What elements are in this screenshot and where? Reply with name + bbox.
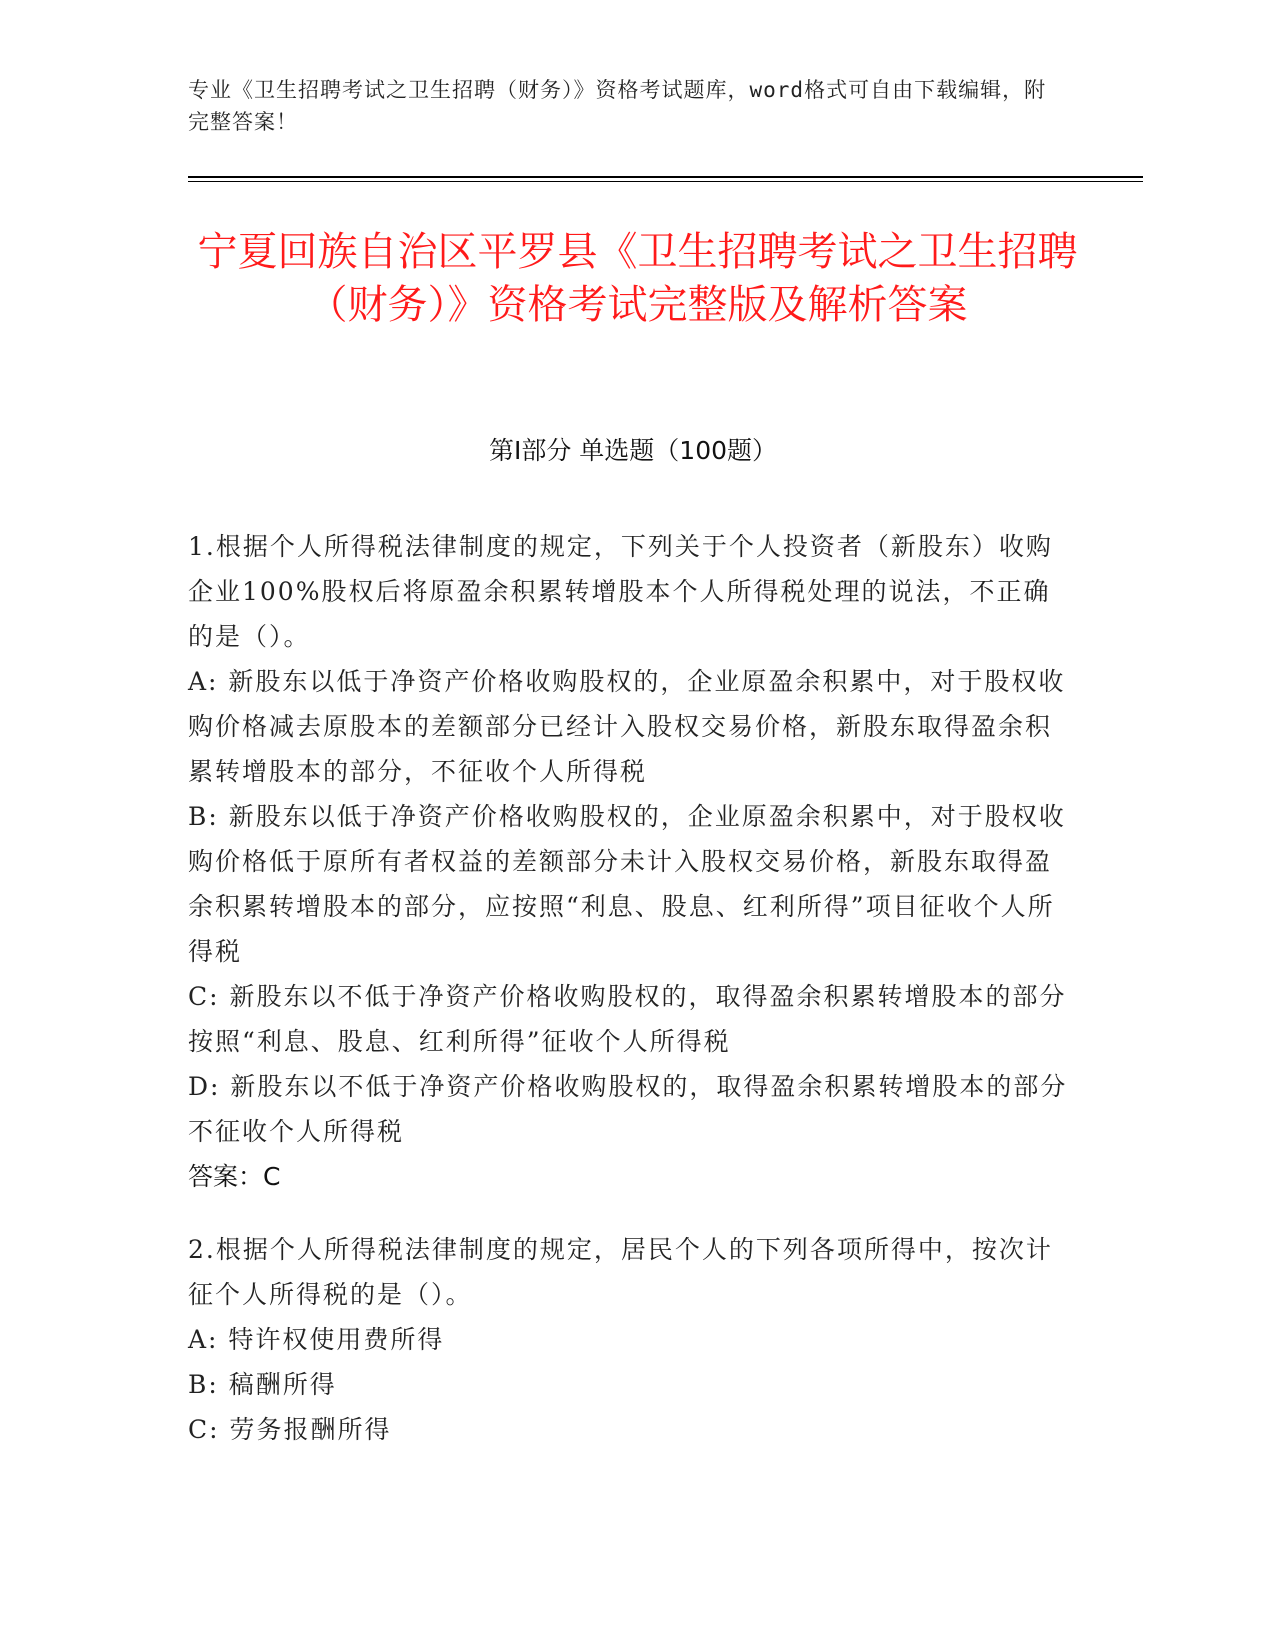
question-stem: 1.根据个人所得税法律制度的规定，下列关于个人投资者（新股东）收购企业100%股权后将原盈余积累转增股本个人所得税处理的说法，不正确的是（）。	[188, 532, 1053, 651]
option-b: B: 稿酬所得	[188, 1370, 337, 1399]
question-1	[188, 524, 1068, 1199]
option-a: A: 新股东以低于净资产价格收购股权的，企业原盈余积累中，对于股权收购价格减去原股本的差额部分已经计入股权交易价格，新股东取得盈余积累转增股本的部分，不征收个人所得税	[188, 667, 1066, 786]
option-b: B: 新股东以低于净资产价格收购股权的，企业原盈余积累中，对于股权收购价格低于原所有者权益的差额部分未计入股权交易价格，新股东取得盈余积累转增股本的部分，应按照“利息、股息、红利所得”项目征收个人所得税	[188, 802, 1066, 966]
option-c: C: 新股东以不低于净资产价格收购股权的，取得盈余积累转增股本的部分按照“利息、股息、红利所得”征收个人所得税	[188, 982, 1067, 1056]
header-divider-thin	[188, 181, 1143, 182]
option-c: C: 劳务报酬所得	[188, 1415, 392, 1444]
header-note: 专业《卫生招聘考试之卫生招聘（财务）》资格考试题库，word格式可自由下载编辑，附完整答案！	[188, 78, 1047, 134]
answer: 答案：C	[188, 1162, 281, 1191]
document-title: 宁夏回族自治区平罗县《卫生招聘考试之卫生招聘（财务）》资格考试完整版及解析答案	[197, 229, 1078, 328]
header-divider-thick	[188, 176, 1143, 178]
question-list	[188, 524, 1068, 1480]
question-stem: 2.根据个人所得税法律制度的规定，居民个人的下列各项所得中，按次计征个人所得税的是（）。	[188, 1235, 1053, 1309]
section-heading: 第Ⅰ部分 单选题（100题）	[488, 436, 778, 465]
question-2	[188, 1227, 1068, 1452]
option-a: A: 特许权使用费所得	[188, 1325, 445, 1354]
option-d: D: 新股东以不低于净资产价格收购股权的，取得盈余积累转增股本的部分不征收个人所得税	[188, 1072, 1068, 1146]
